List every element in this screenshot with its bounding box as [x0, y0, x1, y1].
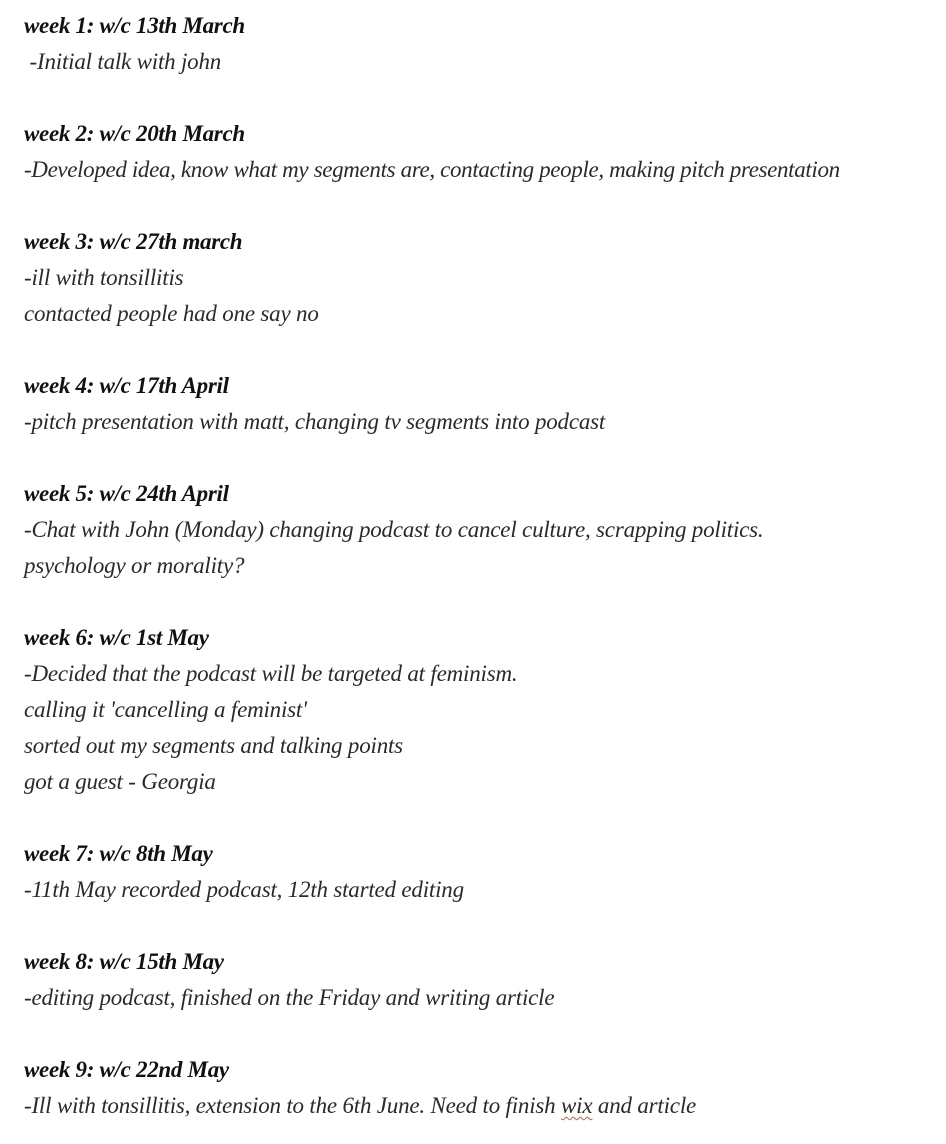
week-heading: week 1: w/c 13th March	[24, 13, 245, 38]
note-line: contacted people had one say no	[24, 301, 319, 326]
note-line: got a guest - Georgia	[24, 769, 216, 794]
note-line: -Initial talk with john	[24, 49, 222, 74]
week-entry-9	[24, 1052, 939, 1124]
note-line	[24, 1088, 939, 1124]
week-heading: week 2: w/c 20th March	[24, 121, 245, 146]
week-heading: week 8: w/c 15th May	[24, 949, 224, 974]
note-line: -ill with tonsillitis	[24, 265, 184, 290]
week-entry-4	[24, 368, 939, 440]
note-text: and article	[592, 1093, 697, 1118]
note-text: -Ill with tonsillitis, extension to the 6th June. Need to finish	[24, 1093, 562, 1118]
week-heading: week 4: w/c 17th April	[24, 373, 229, 398]
week-entry-7	[24, 836, 939, 908]
week-heading: week 6: w/c 1st May	[24, 625, 209, 650]
note-line: psychology or morality?	[24, 553, 245, 578]
week-heading: week 7: w/c 8th May	[24, 841, 213, 866]
note-line: sorted out my segments and talking points	[24, 733, 403, 758]
week-entry-8	[24, 944, 939, 1016]
note-line: -editing podcast, finished on the Friday and writing article	[24, 985, 555, 1010]
note-line: calling it 'cancelling a feminist'	[24, 697, 307, 722]
note-line: -Decided that the podcast will be targeted at feminism.	[24, 661, 518, 686]
note-line: -Chat with John (Monday) changing podcast to cancel culture, scrapping politics.	[24, 517, 764, 542]
week-entry-5	[24, 476, 939, 584]
note-line: -Developed idea, know what my segments are, contacting people, making pitch presentation	[24, 157, 840, 182]
note-line: -11th May recorded podcast, 12th started editing	[24, 877, 464, 902]
document-body	[24, 8, 939, 1124]
week-heading: week 9: w/c 22nd May	[24, 1057, 229, 1082]
week-entry-6	[24, 620, 939, 800]
misspelled-word[interactable]: wix	[561, 1093, 593, 1118]
week-heading: week 3: w/c 27th march	[24, 229, 243, 254]
note-line: -pitch presentation with matt, changing tv segments into podcast	[24, 409, 606, 434]
week-heading: week 5: w/c 24th April	[24, 481, 229, 506]
week-entry-1	[24, 8, 939, 80]
week-entry-3	[24, 224, 939, 332]
week-entry-2	[24, 116, 939, 188]
